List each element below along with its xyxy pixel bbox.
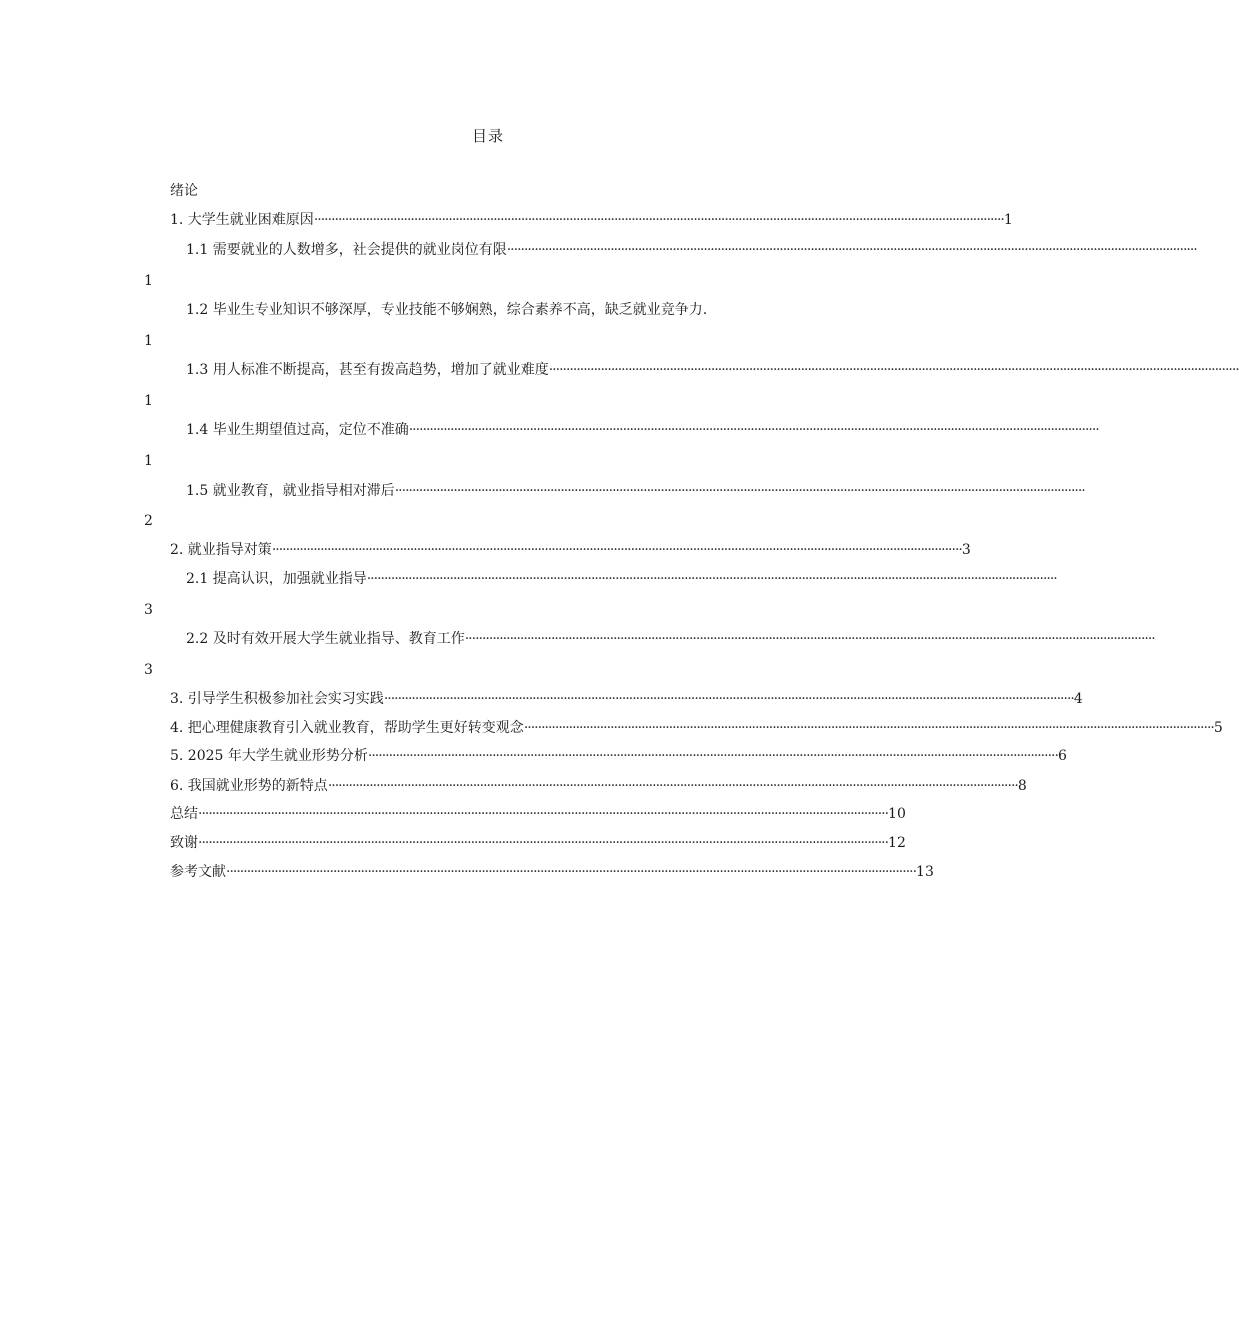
dot-leader: ········································································································································································································ <box>327 778 1018 794</box>
dot-leader: ········································································································································································································ <box>313 212 1004 228</box>
dot-leader: ········································································································································································································ <box>198 806 889 822</box>
toc-page-number: 1 <box>144 273 153 289</box>
toc-entry-s13[interactable] <box>186 360 1239 380</box>
dot-leader: ········································································································································································································ <box>226 864 917 880</box>
toc-entry-label: 1.3 用人标准不断提高，甚至有拨高趋势，增加了就业难度 <box>186 362 549 378</box>
toc-page-number: 1 <box>144 393 153 409</box>
dot-leader: ········································································································································································································ <box>383 691 1074 707</box>
toc-page-number: 3 <box>144 602 153 618</box>
toc-entry-label: 参考文献 <box>170 864 226 880</box>
toc-entry-label: 2. 就业指导对策 <box>170 542 272 558</box>
toc-entry-label: 致谢 <box>170 835 198 851</box>
toc-entry-ch3[interactable] <box>170 689 1083 709</box>
toc-entry-ch5[interactable] <box>170 746 1067 766</box>
toc-page-number: 2 <box>144 513 153 529</box>
toc-entry-label: 1.4 毕业生期望值过高，定位不准确 <box>186 422 409 438</box>
toc-entry-label: 绪论 <box>170 183 198 199</box>
toc-entry-s14[interactable] <box>186 420 1099 440</box>
toc-page-number: 4 <box>1073 691 1083 707</box>
toc-page-number: 12 <box>888 835 906 851</box>
toc-entry-label: 5. 2025 年大学生就业形势分析 <box>170 748 368 764</box>
toc-entry-ch4[interactable] <box>170 718 1223 738</box>
dot-leader: ········································································································································································································ <box>367 748 1058 764</box>
toc-page-number: 8 <box>1017 778 1027 794</box>
toc-title: 目录 <box>471 127 504 145</box>
toc-entry-s22[interactable] <box>186 629 1155 649</box>
toc-page-number: 5 <box>1213 720 1223 736</box>
toc-entry-label: 3. 引导学生积极参加社会实习实践 <box>170 691 384 707</box>
toc-page-number: 3 <box>144 662 153 678</box>
dot-leader: ········································································································································································································ <box>394 483 1085 499</box>
toc-entry-label: 2.2 及时有效开展大学生就业指导、教育工作 <box>186 631 465 647</box>
dot-leader: ········································································································································································································ <box>366 571 1057 587</box>
toc-entry-thanks[interactable] <box>170 833 906 853</box>
toc-entry-summary[interactable] <box>170 804 906 824</box>
toc-entry-s12[interactable] <box>186 300 806 320</box>
toc-page-number: 1 <box>144 333 153 349</box>
toc-entry-label: 4. 把心理健康教育引入就业教育，帮助学生更好转变观念 <box>170 720 524 736</box>
toc-entry-label: 1.5 就业教育，就业指导相对滞后 <box>186 483 395 499</box>
toc-page-number: 6 <box>1057 748 1067 764</box>
toc-entry-refs[interactable] <box>170 862 934 882</box>
toc-page-number: 3 <box>961 542 971 558</box>
toc-page-number: 10 <box>888 806 906 822</box>
toc-entry-s11[interactable] <box>186 240 1197 260</box>
toc-entry-label: 2.1 提高认识，加强就业指导 <box>186 571 367 587</box>
toc-entry-s21[interactable] <box>186 569 1057 589</box>
toc-entry-intro[interactable] <box>170 181 806 201</box>
dot-leader: ········································································································································································································ <box>271 542 962 558</box>
toc-entry-ch2[interactable] <box>170 540 971 560</box>
toc-entry-label: 总结 <box>170 806 198 822</box>
dot-leader: ········································································································································································································ <box>548 362 1239 378</box>
toc-page-number: 13 <box>916 864 934 880</box>
dot-leader: ········································································································································································································ <box>506 242 1197 258</box>
toc-entry-ch6[interactable] <box>170 776 1027 796</box>
dot-leader: ········································································································································································································ <box>464 631 1155 647</box>
toc-entry-ch1[interactable] <box>170 210 1013 230</box>
toc-entry-label: 1.1 需要就业的人数增多，社会提供的就业岗位有限 <box>186 242 507 258</box>
toc-entry-label: 1. 大学生就业困难原因 <box>170 212 314 228</box>
dot-leader: ········································································································································································································ <box>198 835 889 851</box>
toc-entry-label: 1.2 毕业生专业知识不够深厚，专业技能不够娴熟，综合素养不高，缺乏就业竞争力. <box>186 302 708 318</box>
dot-leader: ········································································································································································································ <box>408 422 1099 438</box>
toc-entry-s15[interactable] <box>186 481 1085 501</box>
dot-leader: ········································································································································································································ <box>523 720 1214 736</box>
toc-entry-label: 6. 我国就业形势的新特点 <box>170 778 328 794</box>
toc-page-number: 1 <box>1003 212 1013 228</box>
toc-page-number: 1 <box>144 453 153 469</box>
